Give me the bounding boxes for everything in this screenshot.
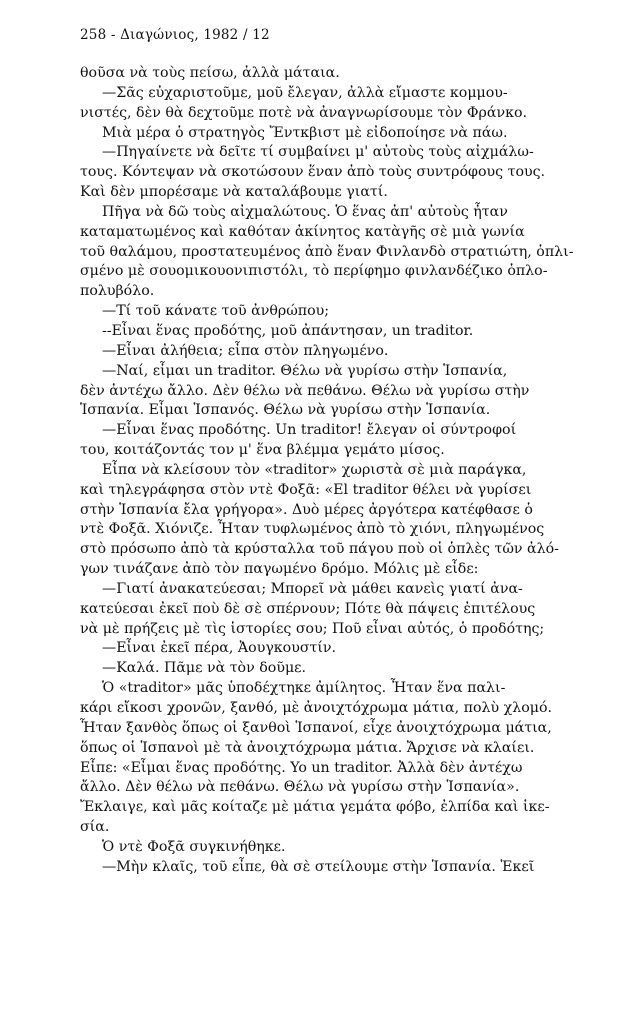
text-line: πολυβόλο.: [80, 283, 155, 300]
text-line: σμένο μὲ σουομικουονιπιστόλι, τὸ περίφημο φινλανδέζικο ὁπλο-: [80, 263, 548, 280]
text-line: νὰ μὲ πρήζεις μὲ τὶς ἱστορίες σου; Ποῦ εἶναι αὐτός, ὁ προδότης;: [80, 620, 545, 637]
text-line: δὲν ἀντέχω ἄλλο. Δὲν θέλω νὰ πεθάνω. Θέλω νὰ γυρίσω στὴν: [80, 382, 530, 399]
text-line: —Ναί, εἶμαι un traditor. Θέλω νὰ γυρίσω στὴν Ἱσπανία,: [102, 362, 508, 379]
text-line: Εἶπε: «Εἶμαι ἕνας προδότης. Yo un traditor. Ἀλλὰ δὲν ἀντέχω: [80, 759, 523, 776]
text-line: Καὶ δὲν μπορέσαμε νὰ καταλάβουμε γιατί.: [80, 184, 388, 201]
text-line: σία.: [80, 819, 110, 836]
text-line: Ἦταν ξανθὸς ὅπως οἱ ξανθοὶ Ἱσπανοί, εἶχε ἀνοιχτόχρωμα μάτια,: [80, 719, 552, 736]
text-line: του, κοιτάζοντάς τον μ' ἕνα βλέμμα γεμάτο μίσος.: [80, 442, 445, 459]
body-text: [80, 64, 605, 878]
text-line: νιστές, δὲν θὰ δεχτοῦμε ποτὲ νὰ ἀναγνωρίσουμε τὸν Φράνκο.: [80, 104, 528, 121]
text-line: —Μὴν κλαῖς, τοῦ εἶπε, θὰ σὲ στείλουμε στὴν Ἱσπανία. Ἐκεῖ: [102, 858, 535, 875]
text-line: —Πηγαίνετε νὰ δεῖτε τί συμβαίνει μ' αὐτοὺς τοὺς αἰχμάλω-: [102, 144, 534, 161]
text-line: Εἶπα νὰ κλείσουν τὸν «traditor» χωριστὰ σὲ μιὰ παράγκα,: [102, 461, 527, 478]
text-line: τοῦ θαλάμου, προστατευμένος ἀπὸ ἕναν Φινλανδὸ στρατιώτη, ὁπλι-: [80, 243, 574, 260]
text-line: Ἱσπανία. Εἶμαι Ἱσπανός. Θέλω νὰ γυρίσω στὴν Ἱσπανία.: [80, 402, 491, 419]
text-line: —Εἶναι ἀλήθεια; εἶπα στὸν πληγωμένο.: [102, 342, 389, 359]
text-line: Μιὰ μέρα ὁ στρατηγὸς Ἔντκβιστ μὲ εἰδοποίησε νὰ πάω.: [102, 124, 508, 141]
text-line: γων τινάζανε ἀπὸ τὸν παγωμένο δρόμο. Μόλις μὲ εἶδε:: [80, 561, 479, 578]
text-line: —Τί τοῦ κάνατε τοῦ ἀνθρώπου;: [102, 303, 330, 320]
text-line: τους. Κόντεψαν νὰ σκοτώσουν ἕναν ἀπὸ τοὺς συντρόφους τους.: [80, 164, 546, 181]
text-line: στὴν Ἱσπανία ἔλα γρήγορα». Δυὸ μέρες ἀργότερα κατέφθασε ὁ: [80, 501, 533, 518]
text-line: —Εἶναι ἕνας προδότης. Un traditor! ἔλεγαν οἱ σύντροφοί: [102, 422, 517, 439]
text-line: καὶ τηλεγράφησα στὸν ντὲ Φοξᾶ: «El traditor θέλει νὰ γυρίσει: [80, 481, 532, 498]
text-line: —Γιατί ἀνακατεύεσαι; Μπορεῖ νὰ μάθει κανεὶς γιατί ἀνα-: [102, 580, 523, 597]
text-line: —Σᾶς εὐχαριστοῦμε, μοῦ ἔλεγαν, ἀλλὰ εἴμαστε κομμου-: [102, 84, 508, 101]
text-line: ντὲ Φοξᾶ. Χιόνιζε. Ἦταν τυφλωμένος ἀπὸ τὸ χιόνι, πληγωμένος: [80, 521, 545, 538]
text-line: Ὁ «traditor» μᾶς ὑποδέχτηκε ἀμίλητος. Ἦταν ἕνα παλι-: [102, 680, 506, 697]
text-line: ἄλλο. Δὲν θέλω νὰ πεθάνω. Θέλω νὰ γυρίσω στὴν Ἱσπανία».: [80, 779, 520, 796]
text-line: —Εἶναι ἐκεῖ πέρα, Ἀουγκουστίν.: [102, 640, 337, 657]
text-line: καταματωμένος καὶ καθόταν ἀκίνητος κατὰγῆς σὲ μιὰ γωνία: [80, 223, 525, 240]
text-line: Πῆγα νὰ δῶ τοὺς αἰχμαλώτους. Ὁ ἕνας ἀπ' αὐτοὺς ἦταν: [102, 203, 508, 220]
text-line: Ὁ ντὲ Φοξᾶ συγκινήθηκε.: [102, 838, 286, 855]
text-line: κατεύεσαι ἐκεῖ ποὺ δὲ σὲ σπέρνουν; Πότε θὰ πάψεις ἐπιτέλους: [80, 600, 536, 617]
text-line: θοῦσα νὰ τοὺς πείσω, ἀλλὰ μάταια.: [80, 65, 340, 81]
text-line: στὸ πρόσωπο ἀπὸ τὰ κρύσταλλα τοῦ πάγου ποὺ οἱ ὁπλὲς τῶν ἀλό-: [80, 541, 559, 558]
text-line: —Καλά. Πᾶμε νὰ τὸν δοῦμε.: [102, 660, 307, 677]
text-line: --Εἶναι ἕνας προδότης, μοῦ ἀπάντησαν, un traditor.: [102, 322, 474, 339]
text-line: Ἔκλαιγε, καὶ μᾶς κοίταζε μὲ μάτια γεμάτα φόβο, ἐλπίδα καὶ ἱκε-: [80, 799, 550, 816]
running-header: 258 - Διαγώνιος, 1982 / 12: [80, 27, 270, 43]
text-line: ὅπως οἱ Ἱσπανοὶ μὲ τὰ ἀνοιχτόχρωμα μάτια. Ἄρχισε νὰ κλαίει.: [80, 739, 535, 756]
text-line: κάρι εἴκοσι χρονῶν, ξανθό, μὲ ἀνοιχτόχρωμα μάτια, πολὺ χλομό.: [80, 700, 553, 716]
